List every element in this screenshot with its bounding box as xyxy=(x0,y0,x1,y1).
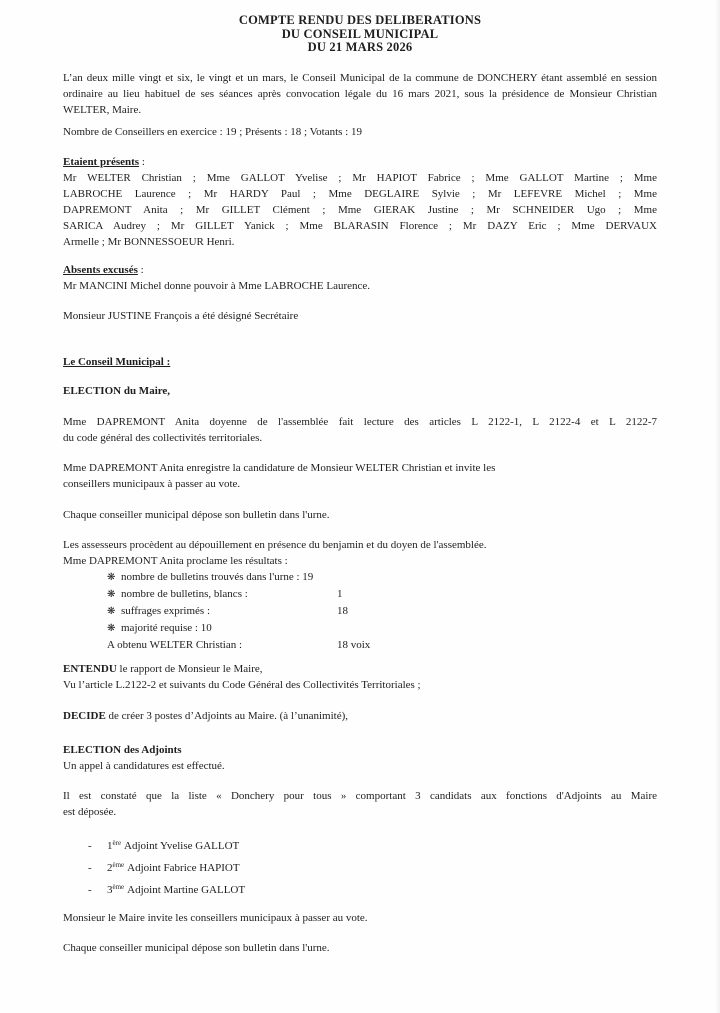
text-line: est déposée. xyxy=(63,805,117,818)
text-line: Mme DAPREMONT Anita enregistre la candidature de Monsieur WELTER Christian et invite les xyxy=(63,461,496,474)
dash-bullet-icon: - xyxy=(88,861,92,874)
candidacy-paragraph xyxy=(63,460,657,492)
asterisk-bullet-icon: ❋ xyxy=(107,605,116,617)
counting-paragraph xyxy=(63,537,657,569)
result-item xyxy=(63,586,657,603)
text-line: LABROCHE Laurence ; Mr HARDY Paul ; Mme DEGLAIRE Sylvie ; Mr LEFEVRE Michel ; Mme xyxy=(63,187,657,200)
text-line: DAPREMONT Anita ; Mr GILLET Clément ; Mme GIERAK Justine ; Mr SCHNEIDER Ugo ; Mme xyxy=(63,203,657,216)
entendu-paragraph xyxy=(63,661,657,693)
text-line: du code général des collectivités territoriales. xyxy=(63,431,263,444)
adjoints-election-heading: ELECTION des Adjoints xyxy=(63,743,182,756)
text-line: Il est constaté que la liste « Donchery pour tous » comportant 3 candidats aux fonctions d'Adjoints au Maire xyxy=(63,789,657,802)
adjoint-rank: 1 xyxy=(107,839,113,852)
title-line-3: DU 21 MARS 2026 xyxy=(307,40,413,54)
result-item-elected xyxy=(63,637,657,654)
absent-members-heading xyxy=(63,262,657,278)
call-for-candidates-line: Un appel à candidatures est effectué. xyxy=(63,759,225,772)
text-line: Mr WELTER Christian ; Mme GALLOT Yvelise ; Mr HAPIOT Fabrice ; Mme GALLOT Martine ; Mme xyxy=(63,171,657,184)
present-members-list xyxy=(63,170,657,250)
decide-paragraph xyxy=(63,708,657,724)
heading-text: Etaient présents xyxy=(63,155,140,168)
dash-bullet-icon: - xyxy=(88,883,92,896)
result-label: nombre de bulletins, blancs : xyxy=(121,587,248,600)
ballot-deposit-line-adjoints: Chaque conseiller municipal dépose son bulletin dans l'urne. xyxy=(63,941,330,954)
text-line: L’an deux mille vingt et six, le vingt et un mars, le Conseil Municipal de la commune de DONCHERY étant assemblé en session xyxy=(63,71,657,84)
decide-keyword: DECIDE xyxy=(63,709,106,722)
dash-bullet-icon: - xyxy=(88,839,92,852)
present-members-heading xyxy=(63,154,657,170)
articles-reading-paragraph xyxy=(63,414,657,446)
vote-invite-line: Monsieur le Maire invite les conseillers municipaux à passer au vote. xyxy=(63,911,368,924)
adjoint-rank: 3 xyxy=(107,883,113,896)
entendu-text: le rapport de Monsieur le Maire, xyxy=(116,662,263,675)
document-title xyxy=(63,14,657,55)
text-line xyxy=(63,661,657,677)
council-heading xyxy=(63,354,657,370)
asterisk-bullet-icon: ❋ xyxy=(107,571,116,583)
candidate-list-paragraph xyxy=(63,788,657,820)
text-line: conseillers municipaux à passer au vote. xyxy=(63,477,241,490)
text-line: Les assesseurs procèdent au dépouillement en présence du benjamin et du doyen de l'assemblée. xyxy=(63,538,487,551)
heading-text: Absents excusés xyxy=(63,263,138,276)
result-value: 18 voix xyxy=(337,638,371,651)
result-value: 18 xyxy=(337,604,348,617)
adjoint-list xyxy=(63,834,657,900)
vu-article-line: Vu l’article L.2122-2 et suivants du Code Général des Collectivités Territoriales ; xyxy=(63,678,421,691)
text-line: Armelle ; Mr BONNESSOEUR Henri. xyxy=(63,235,235,248)
result-label: A obtenu WELTER Christian : xyxy=(107,638,243,651)
text-line: Mme DAPREMONT Anita proclame les résultats : xyxy=(63,554,288,567)
result-item xyxy=(63,603,657,620)
title-line-1: COMPTE RENDU DES DELIBERATIONS xyxy=(238,13,482,27)
result-label: nombre de bulletins trouvés dans l'urne : 19 xyxy=(121,570,314,583)
session-intro-paragraph xyxy=(63,70,657,118)
result-item xyxy=(63,620,657,637)
adjoint-list-item xyxy=(63,834,657,856)
heading-text: Le Conseil Municipal : xyxy=(63,355,171,368)
adjoint-name: Adjoint Fabrice HAPIOT xyxy=(127,861,240,874)
ballot-results-list xyxy=(63,569,657,654)
secretary-line: Monsieur JUSTINE François a été désigné Secrétaire xyxy=(63,309,299,322)
proxy-line: Mr MANCINI Michel donne pouvoir à Mme LABROCHE Laurence. xyxy=(63,279,371,292)
adjoint-list-item xyxy=(63,856,657,878)
text-line: Mme DAPREMONT Anita doyenne de l'assemblée fait lecture des articles L 2122-1, L 2122-4 et L 2122-7 xyxy=(63,415,657,428)
adjoint-ordinal-suffix: ère xyxy=(112,838,122,847)
text-line: ordinaire au lieu habituel de ses séances après convocation légale du 16 mars 2021, sous la présidence de Monsieur Christian xyxy=(63,87,657,100)
result-label: suffrages exprimés : xyxy=(121,604,210,617)
scan-edge-artifact xyxy=(715,0,720,1013)
text-line: WELTER, Maire. xyxy=(63,103,142,116)
councilors-count-line: Nombre de Conseillers en exercice : 19 ; Présents : 18 ; Votants : 19 xyxy=(63,125,362,138)
decide-text: de créer 3 postes d’Adjoints au Maire. (à l’unanimité), xyxy=(105,709,349,722)
text-line: SARICA Audrey ; Mr GILLET Yanick ; Mme BLARASIN Florence ; Mr DAZY Eric ; Mme DERVAUX xyxy=(63,219,657,232)
result-value: 1 xyxy=(337,587,343,600)
result-item xyxy=(63,569,657,586)
adjoint-name: Adjoint Yvelise GALLOT xyxy=(124,839,240,852)
adjoint-ordinal-suffix: ème xyxy=(112,882,125,891)
result-label: majorité requise : 10 xyxy=(121,621,212,634)
adjoint-list-item xyxy=(63,878,657,900)
adjoint-rank: 2 xyxy=(107,861,113,874)
adjoint-name: Adjoint Martine GALLOT xyxy=(127,883,246,896)
adjoint-ordinal-suffix: ème xyxy=(112,860,125,869)
entendu-keyword: ENTENDU xyxy=(63,662,117,675)
asterisk-bullet-icon: ❋ xyxy=(107,588,116,600)
heading-colon: : xyxy=(137,263,144,276)
ballot-deposit-line-mayor: Chaque conseiller municipal dépose son bulletin dans l'urne. xyxy=(63,508,330,521)
mayor-election-heading: ELECTION du Maire, xyxy=(63,384,171,397)
page-content xyxy=(63,14,657,956)
asterisk-bullet-icon: ❋ xyxy=(107,622,116,634)
heading-colon: : xyxy=(139,155,145,168)
title-line-2: DU CONSEIL MUNICIPAL xyxy=(281,26,439,41)
